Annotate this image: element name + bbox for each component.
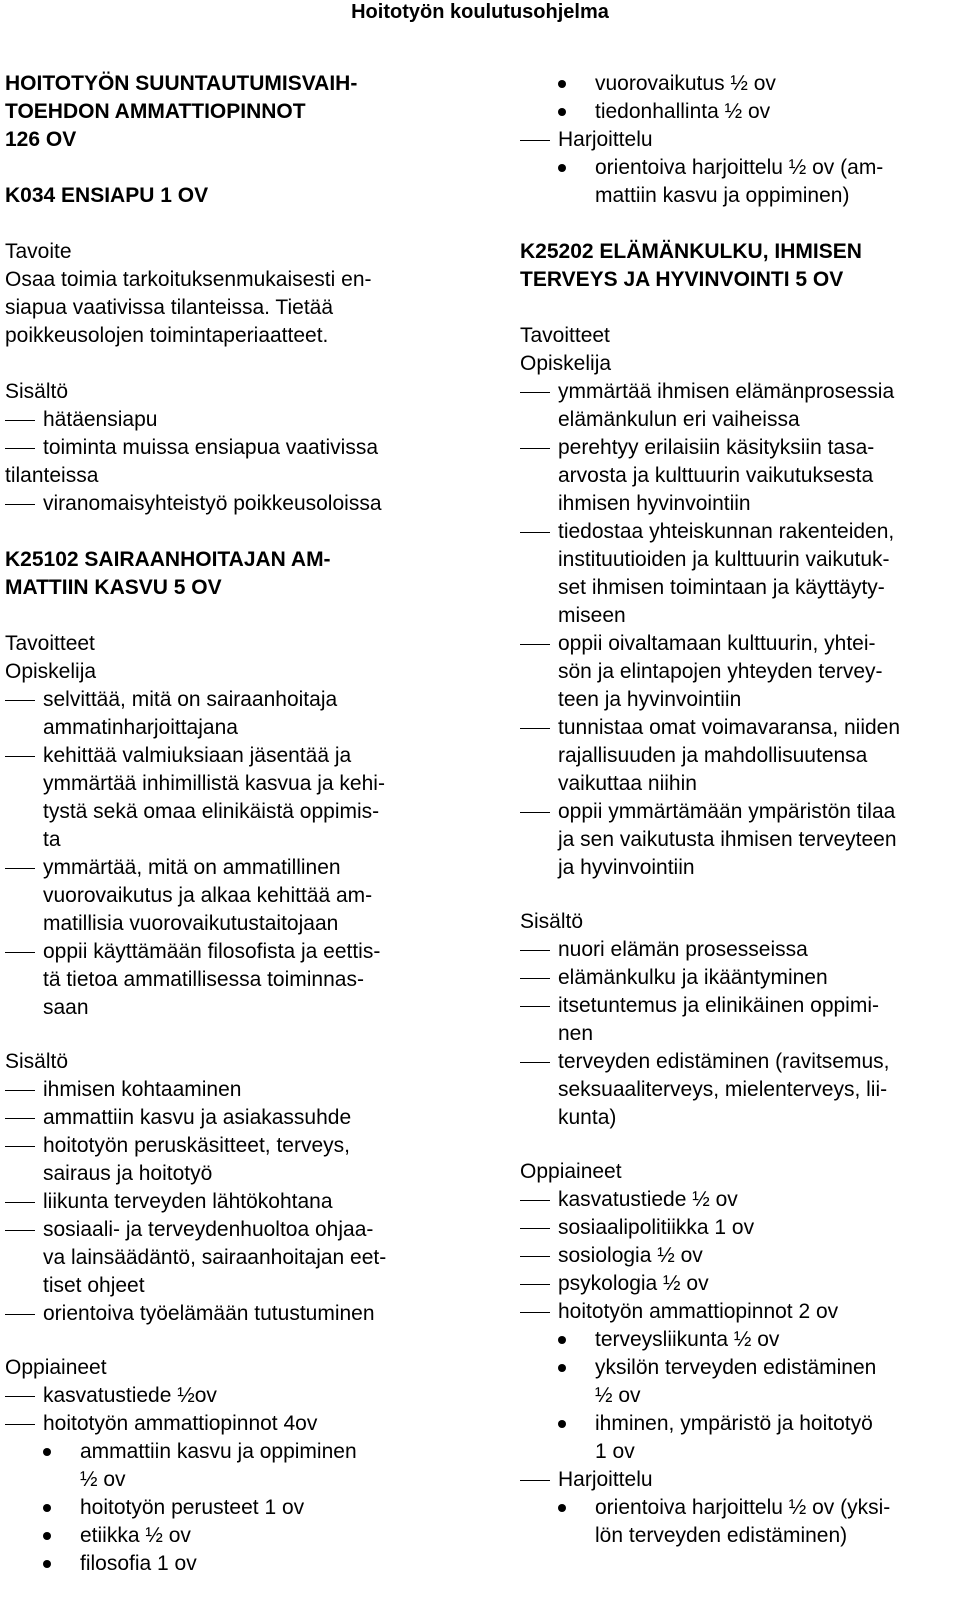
bullet-item: ammattiin kasvu ja oppiminen ½ ov [5, 1438, 441, 1494]
list-item: ymmärtää, mitä on ammatillinen vuorovaikutus ja alkaa kehittää am- matillisia vuorovaikutustaitojaan [5, 854, 441, 938]
goal-text: Osaa toimia tarkoituksenmukaisesti en- siapua vaativissa tilanteissa. Tietää poikkeusolojen toimintaperiaatteet. [5, 268, 372, 347]
list-item: Harjoittelu [520, 1466, 957, 1494]
content-list [520, 936, 957, 1132]
list-item: Harjoittelu [520, 126, 957, 154]
content-list [5, 1076, 441, 1328]
goals-list [5, 686, 441, 1022]
list-item: terveyden edistäminen (ravitsemus, seksuaaliterveys, mielenterveys, lii- kunta) [520, 1048, 957, 1132]
list-item: tiedostaa yhteiskunnan rakenteiden, instituutioiden ja kulttuurin vaikutuk- set ihmisen toimintaan ja käyttäyty- miseen [520, 518, 957, 630]
list-item: perehtyy erilaisiin käsityksiin tasa- arvosta ja kulttuurin vaikutuksesta ihmisen hyvinvointiin [520, 434, 957, 518]
list-item: selvittää, mitä on sairaanhoitaja ammatinharjoittajana [5, 686, 441, 742]
list-item: sosiaalipolitiikka 1 ov [520, 1214, 957, 1242]
list-item: kehittää valmiuksiaan jäsentää ja ymmärtää inhimillistä kasvua ja kehi- tystä sekä omaa elinikäistä oppimis- ta [5, 742, 441, 854]
list-item: viranomaisyhteistyö poikkeusoloissa [5, 490, 441, 518]
subjects-list [5, 1382, 441, 1578]
bullet-item: hoitotyön perusteet 1 ov [5, 1494, 441, 1522]
subjects-label: Oppiaineet [5, 1356, 107, 1379]
list-item: oppii ymmärtämään ympäristön tilaa ja sen vaikutusta ihmisen terveyteen ja hyvinvointiin [520, 798, 957, 882]
content-label: Sisältö [5, 1050, 69, 1073]
bullet-item: orientoiva harjoittelu ½ ov (am- mattiin kasvu ja oppiminen) [520, 154, 957, 210]
bullet-item: ihminen, ympäristö ja hoitotyö 1 ov [520, 1410, 957, 1466]
goal-label: Tavoite [5, 240, 72, 263]
bullet-item: tiedonhallinta ½ ov [520, 98, 957, 126]
list-item: kasvatustiede ½ov [5, 1382, 441, 1410]
list-item: psykologia ½ ov [520, 1270, 957, 1298]
list-item: sosiaali- ja terveydenhuoltoa ohjaa- va lainsäädäntö, sairaanhoitajan eet- tiset ohjeet [5, 1216, 441, 1300]
content-label: Sisältö [5, 380, 69, 403]
bullet-item: etiikka ½ ov [5, 1522, 441, 1550]
list-item: hoitotyön ammattiopinnot 4ov [5, 1410, 441, 1438]
left-column [5, 70, 441, 1578]
list-item: hätäensiapu [5, 406, 441, 434]
subjects-label: Oppiaineet [520, 1160, 622, 1183]
list-item: ymmärtää ihmisen elämänprosessia elämänkulun eri vaiheissa [520, 378, 957, 434]
list-item: oppii oivaltamaan kulttuurin, yhtei- sön ja elintapojen yhteyden tervey- teen ja hyvinvointiin [520, 630, 957, 714]
list-item: ammattiin kasvu ja asiakassuhde [5, 1104, 441, 1132]
goals-label: Tavoitteet [5, 632, 95, 655]
list-item: kasvatustiede ½ ov [520, 1186, 957, 1214]
content-label: Sisältö [520, 910, 584, 933]
bullet-item: filosofia 1 ov [5, 1550, 441, 1578]
subjects-list [520, 1186, 957, 1550]
continued-list [520, 70, 957, 210]
course-title-k25102: K25102 SAIRAANHOITAJAN AM- MATTIIN KASVU 5 OV [5, 548, 331, 599]
bullet-item: yksilön terveyden edistäminen ½ ov [520, 1354, 957, 1410]
course-title-k034: K034 ENSIAPU 1 OV [5, 184, 209, 207]
list-item: ihmisen kohtaaminen [5, 1076, 441, 1104]
list-item: nuori elämän prosesseissa [520, 936, 957, 964]
student-label: Opiskelija [5, 660, 97, 683]
bullet-item: terveysliikunta ½ ov [520, 1326, 957, 1354]
list-item: elämänkulku ja ikääntyminen [520, 964, 957, 992]
list-item: oppii käyttämään filosofista ja eettis- tä tietoa ammatillisessa toiminnas- saan [5, 938, 441, 1022]
goals-label: Tavoitteet [520, 324, 610, 347]
student-label: Opiskelija [520, 352, 612, 375]
content-list [5, 406, 441, 518]
page-header: Hoitotyön koulutusohjelma [351, 1, 609, 23]
program-heading: HOITOTYÖN SUUNTAUTUMISVAIH- TOEHDON AMMATTIOPINNOT 126 OV [5, 72, 358, 151]
list-item: orientoiva työelämään tutustuminen [5, 1300, 441, 1328]
goals-list [520, 378, 957, 882]
list-item: hoitotyön ammattiopinnot 2 ov [520, 1298, 957, 1326]
bullet-item: vuorovaikutus ½ ov [520, 70, 957, 98]
course-title-k25202: K25202 ELÄMÄNKULKU, IHMISEN TERVEYS JA HYVINVOINTI 5 OV [520, 240, 862, 291]
list-item: itsetuntemus ja elinikäinen oppimi- nen [520, 992, 957, 1048]
bullet-item: orientoiva harjoittelu ½ ov (yksi- lön terveyden edistäminen) [520, 1494, 957, 1550]
list-item: hoitotyön peruskäsitteet, terveys, sairaus ja hoitotyö [5, 1132, 441, 1188]
list-item: tunnistaa omat voimavaransa, niiden rajallisuuden ja mahdollisuutensa vaikuttaa niihin [520, 714, 957, 798]
right-column [520, 70, 957, 1550]
list-item: sosiologia ½ ov [520, 1242, 957, 1270]
list-item: liikunta terveyden lähtökohtana [5, 1188, 441, 1216]
list-item: toiminta muissa ensiapua vaativissa tilanteissa [5, 434, 441, 490]
